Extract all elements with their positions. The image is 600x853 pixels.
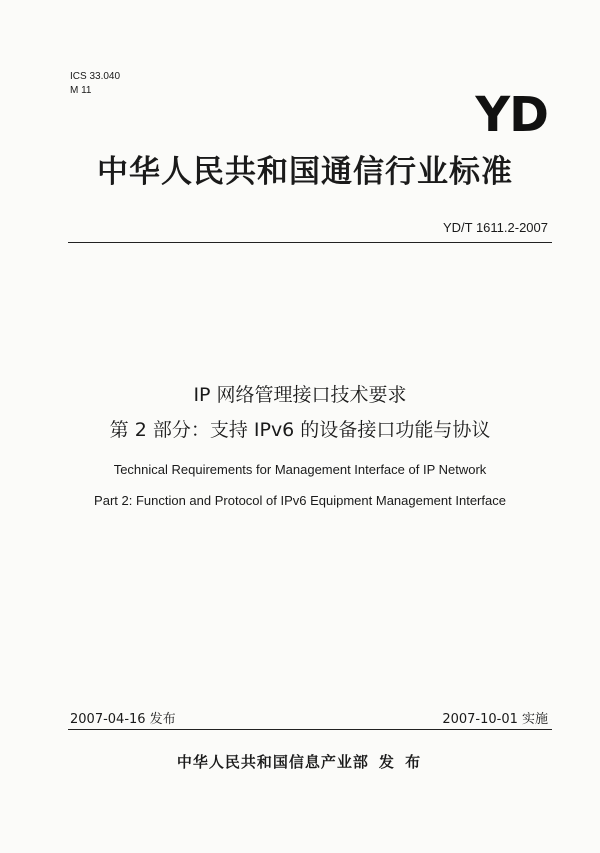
top-divider [68,242,552,243]
title-chinese-line1: IP 网络管理接口技术要求 [193,384,407,406]
implementation-date: 2007-10-01 实施 [442,712,548,727]
title-chinese-line2: 第 2 部分：支持 IPv6 的设备接口功能与协议 [109,419,491,441]
publisher-line [60,752,540,772]
publisher-name: 中华人民共和国信息产业部 [176,753,369,771]
title-english-line2: Part 2: Function and Protocol of IPv6 Equipment Management Interface [94,493,506,508]
yd-logo: YD [475,87,548,143]
standard-number: YD/T 1611.2-2007 [442,220,548,235]
title-english-line1: Technical Requirements for Management Interface of IP Network [113,462,487,477]
bottom-divider [68,729,552,730]
classification-codes [70,70,120,98]
standard-name: 中华人民共和国通信行业标准 [97,154,513,190]
issue-date: 2007-04-16 发布 [70,712,176,727]
ics-code: ICS 33.040 [70,71,121,82]
publish-label: 发 布 [378,753,424,771]
category-code: M 11 [70,85,92,96]
